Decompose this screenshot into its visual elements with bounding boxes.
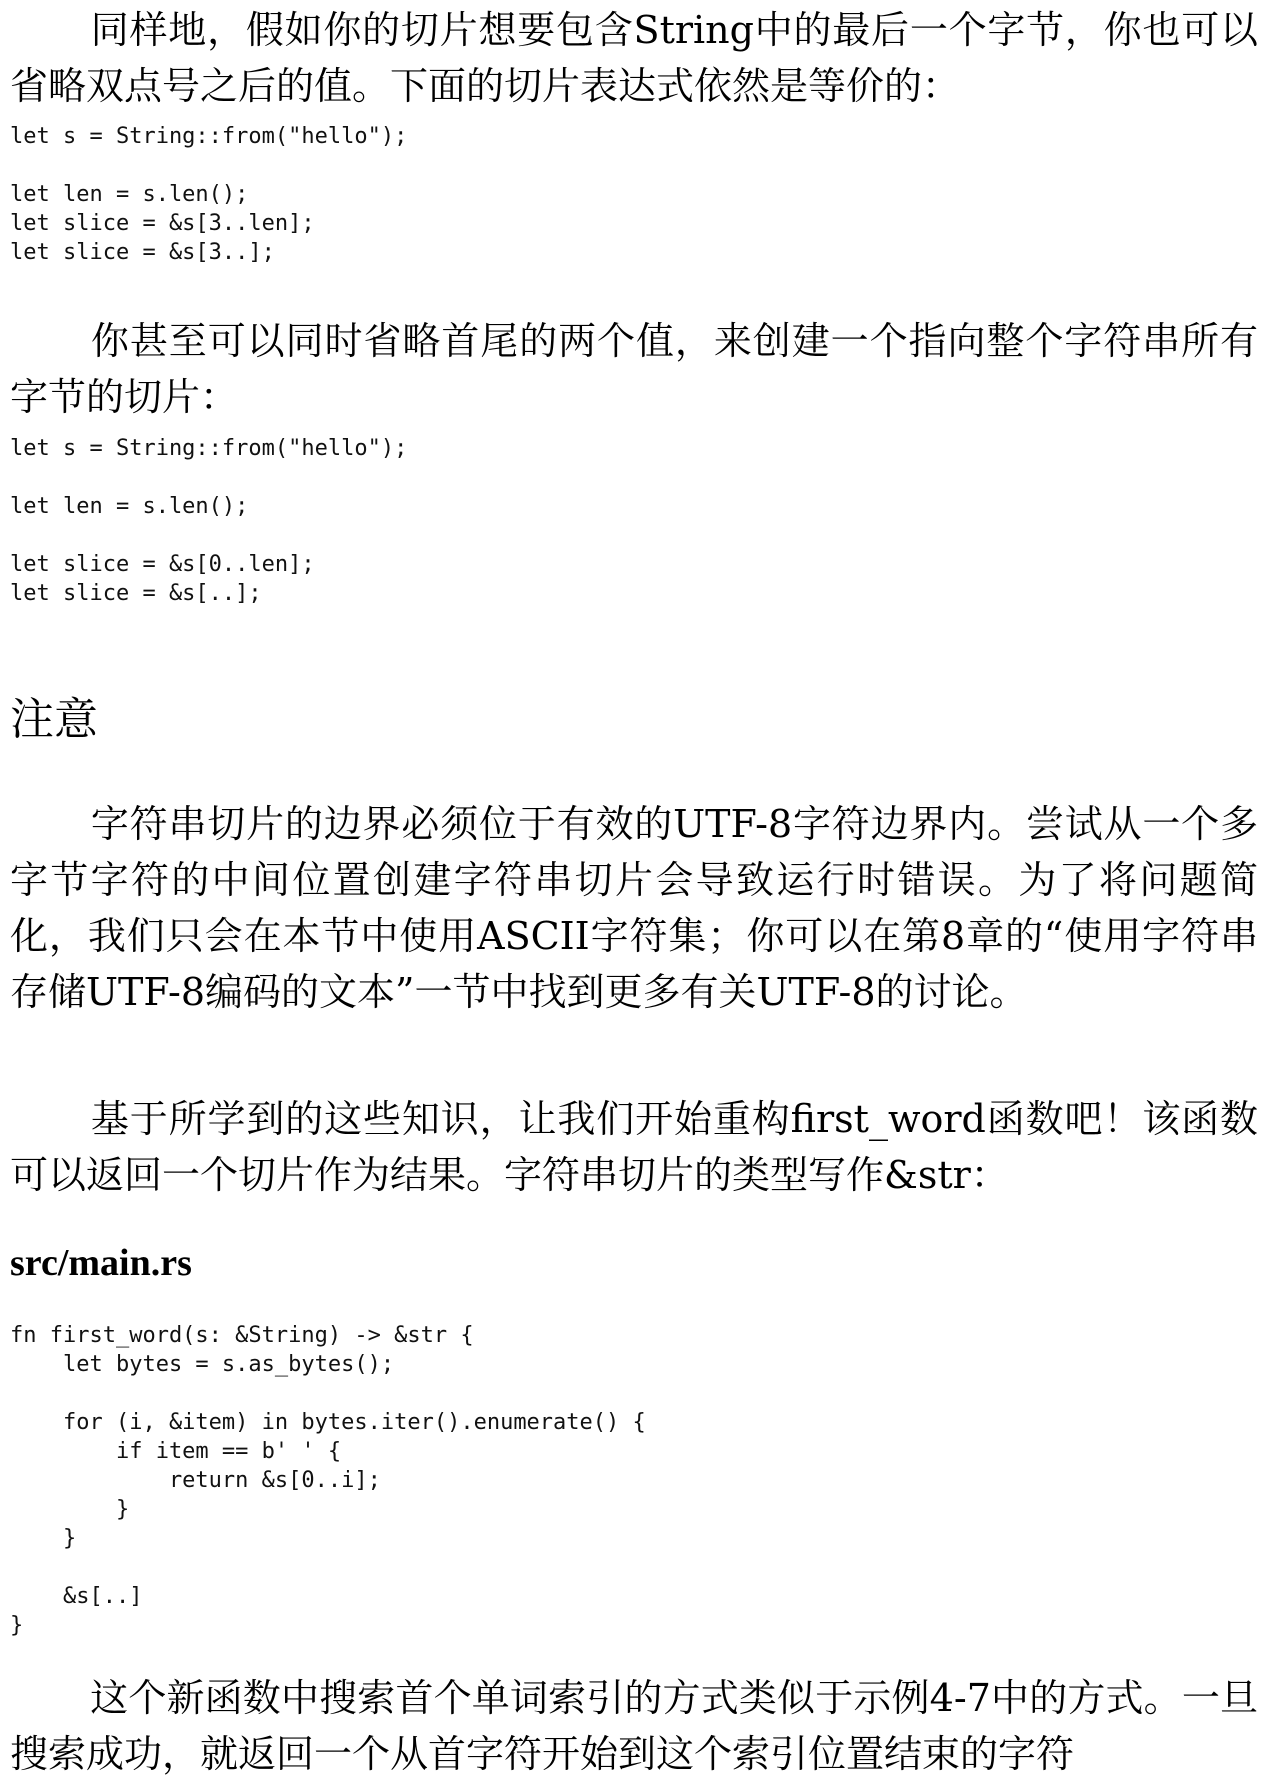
paragraph-text: 这个新函数中搜索首个单词索引的方式类似于示例4-7中的方式。一旦搜索成功，就返回一个从首字符开始到这个索引位置结束的字符 [10,1676,1258,1776]
paragraph-omit-both [10,313,1258,425]
paragraph-utf8-note [10,796,1258,1020]
paragraph-text: 字符串切片的边界必须位于有效的UTF-8字符边界内。尝试从一个多字节字符的中间位置创建字符串切片会导致运行时错误。为了将问题简化，我们只会在本节中使用ASCII字符集；你可以在第8章的“使用字符串存储UTF-8编码的文本”一节中找到更多有关UTF-8的讨论。 [10,802,1258,1014]
paragraph-refactor-intro [10,1091,1258,1203]
code-block-first-word: fn first_word(s: &String) -> &str { let bytes = s.as_bytes(); for (i, &item) in bytes.iter().enumerate() { if item == b' ' { return &s[0..i]; } } &s[..] } [10,1323,646,1638]
paragraph-text: 你甚至可以同时省略首尾的两个值，来创建一个指向整个字符串所有字节的切片： [10,319,1258,419]
note-heading: 注意 [10,694,98,745]
code-block-omit-end: let s = String::from("hello"); let len = s.len(); let slice = &s[3..len]; let slice = &s[3..]; [10,124,408,265]
paragraph-text: 同样地，假如你的切片想要包含String中的最后一个字节，你也可以省略双点号之后的值。下面的切片表达式依然是等价的： [10,8,1258,108]
filename-label: src/main.rs [10,1242,192,1284]
code-block-omit-both: let s = String::from("hello"); let len = s.len(); let slice = &s[0..len]; let slice = &s[..]; [10,436,408,606]
paragraph-omit-end [10,2,1258,114]
paragraph-text: 基于所学到的这些知识，让我们开始重构first_word函数吧！该函数可以返回一个切片作为结果。字符串切片的类型写作&str： [10,1097,1258,1197]
paragraph-explanation [10,1670,1258,1782]
